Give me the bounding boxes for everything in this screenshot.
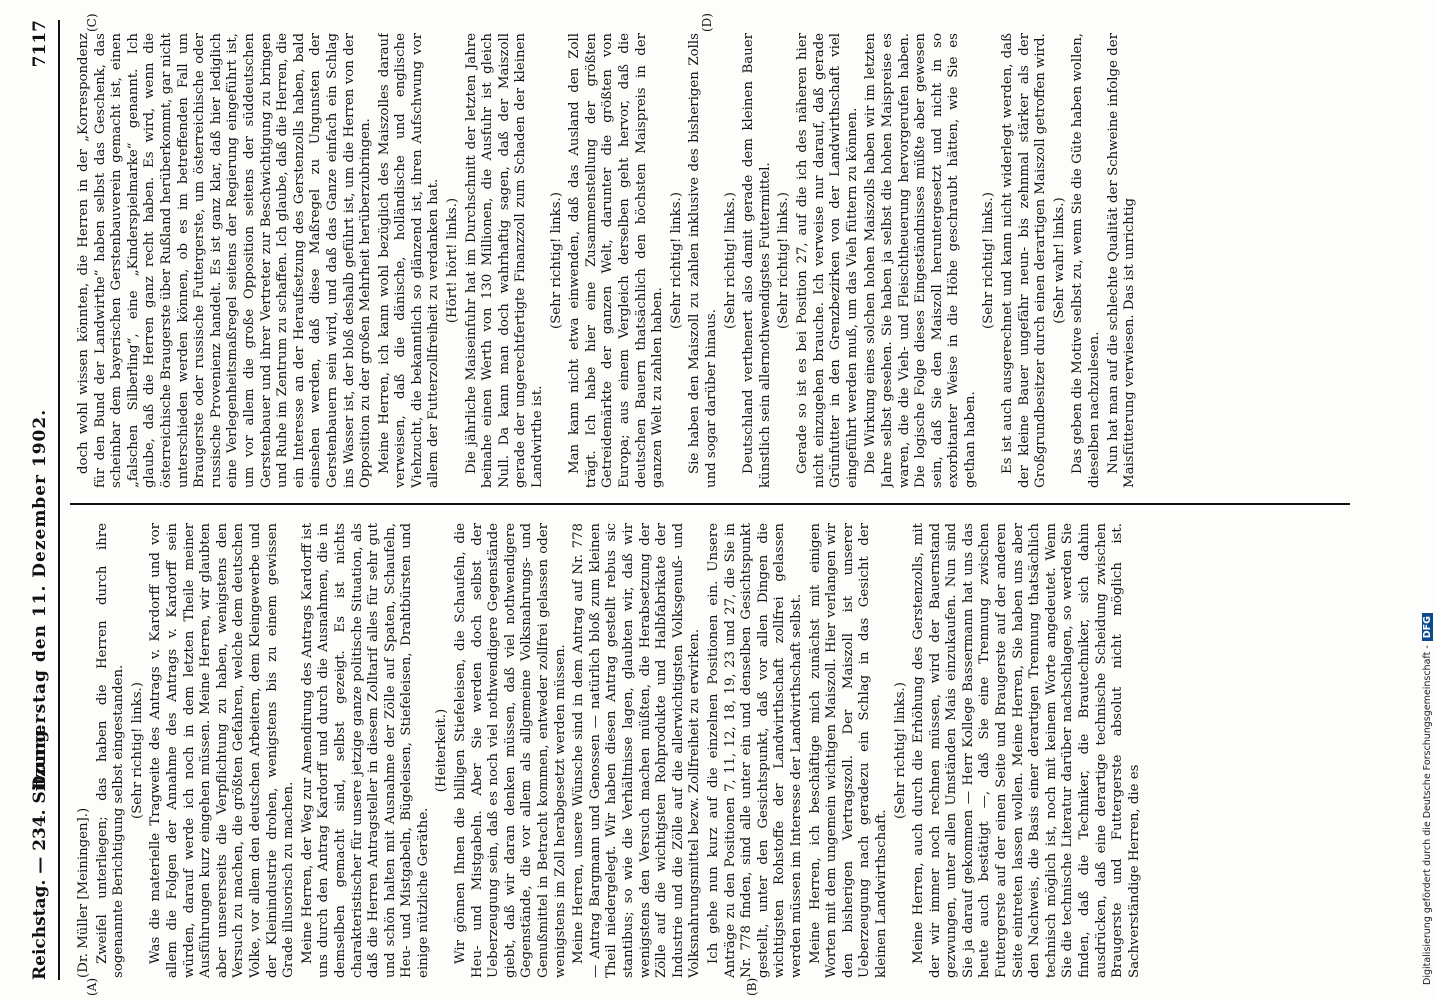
interjection: (Hört! hört! links.) bbox=[445, 197, 461, 324]
header-rule bbox=[58, 20, 60, 980]
header-date: Donnerstag den 11. Dezember 1902. bbox=[30, 408, 50, 790]
paragraph: Das geben die Motive selbst zu, wenn Sie die Güte haben wollen, dieselben nachzulesen. bbox=[1070, 33, 1103, 488]
paragraph: Meine Herren, auch durch die Erhöhung des Gerstenzolls, mit der wir immer noch rechnen müssen, wird der Bauernstand gezwungen, unter allen Umständen Mais einzukaufen. Nun sind Sie ja darauf gekommen — Herr Kollege Bassermann hat uns das heute auch bestätigt —, daß Sie eine Trennung zwischen Futtergerste auf der einen Seite und Braugerste auf der anderen Seite eintreten lassen wollen. Meine Herren, Sie haben uns aber den Nachweis, die Basis einer derartigen Trennung thatsächlich technisch möglich ist, noch mit keinem Worte angedeutet. Wenn Sie die technische Literatur darüber nachschlagen, so werden Sie finden, daß die Techniker, die Brautechniker, sich dahin ausdrücken, daß eine derartige technische Scheidung zwischen Braugerste und Futtergerste absolut nicht möglich ist. Sachverständige Herren, die es bbox=[911, 523, 1142, 978]
paragraph: Die jährliche Maiseinfuhr hat im Durchschnitt der letzten Jahre beinahe einen Werth von 130 Millionen, die Ausfuhr ist gleich Null. Da kann man doch wahrhaftig sagen, daß der Maiszoll gerade der ungerechtfertigte Finanzzoll zum Schaden der kleinen Landwirthe ist. bbox=[463, 33, 546, 488]
interjection: (Sehr richtig! links.) bbox=[722, 192, 738, 329]
column-divider bbox=[70, 503, 1350, 505]
interjection: (Sehr richtig! links.) bbox=[548, 192, 564, 329]
margin-marker-b: (B) bbox=[745, 977, 759, 996]
credit-text: Digitalisierung gefördert durch die Deutsche Forschungsgemeinschaft - bbox=[1422, 645, 1433, 985]
paragraph: Meine Herren, ich beschäftige mich zunächst mit einigen Worten mit dem ungemein wichtigen Maiszoll. Hier verlangen wir den bisherigen Vertragszoll. Der Maiszoll ist unserer Ueberzeugung nach geradezu ein Schlag in das Gesicht der kleinen Landwirthschaft. bbox=[807, 523, 889, 978]
page-number: 7117 bbox=[30, 20, 50, 68]
interjection: (Sehr wahr! links.) bbox=[1051, 197, 1067, 324]
paragraph: Wir gönnen Ihnen die billigen Stiefeleisen, die Schaufeln, die Heu- und Mistgabeln. Aber Sie werden doch selbst der Ueberzeugung sein, daß es noch viel nothwendigere Gegenstände giebt, daß wir daran denken müssen, daß viel nothwendigere Gegenstände, die vor allem als allgemeine Volksnahrungs- und Genußmittel in Betracht kommen, entweder zollfrei gelassen oder wenigstens im Zoll herabgesetzt werden müssen. bbox=[453, 523, 568, 978]
paragraph: Nun hat man auf die schlechte Qualität der Schweine infolge der Maisfütterung verwiesen. Das ist unrichtig bbox=[1105, 33, 1138, 488]
speaker-label: (Dr. Müller [Meiningen].) bbox=[76, 807, 91, 978]
margin-marker-a: (A) bbox=[85, 977, 99, 996]
paragraph: Meine Herren, unsere Wünsche sind in dem Antrag auf Nr. 778 — Antrag Bargmann und Genossen — natürlich bloß zum kleinen Theil niedergelegt. Wir haben diesen Antrag gestellt rebus sic stantibus; so wie die Verhältnisse lagen, glaubten wir, daß wir wenigstens den Versuch machen müßten, die Herabsetzung der Zölle auf die wichtigsten Rohprodukte und Halbfabrikate der Industrie und die Zölle auf die allerwichtigsten Volksgenuß- und Volksnahrungsmittel bezw. Zollfreiheit zu erwirken. bbox=[571, 523, 703, 978]
left-column bbox=[76, 523, 1336, 978]
page-header bbox=[22, 20, 62, 980]
dfg-logo: DFG bbox=[1422, 613, 1433, 641]
paragraph: Die Wirkung eines solchen hohen Maiszolls haben wir im letzten Jahre selbst gesehen. Sie haben ja selbst die hohen Maispreise es waren, die die Vieh- und Fleischtheuerung hervorgerufen haben. Die logische Folge dieses Eingeständnisses müßte aber gewesen sein, daß Sie den Maiszoll heruntergesetzt und nicht in so exorbitanter Weise in die Höhe geschraubt hätten, wie Sie es gethan haben. bbox=[863, 33, 978, 488]
interjection: (Sehr richtig! links.) bbox=[892, 682, 908, 819]
digitization-credit bbox=[1422, 613, 1433, 985]
interjection: (Sehr richtig! links.) bbox=[981, 192, 997, 329]
header-left: Reichstag. — 234. Sitzung. bbox=[30, 724, 50, 980]
paragraph: Zweifel unterliegen; das haben die Herren durch ihre sogenannte Berichtigung selbst eingestanden. bbox=[94, 523, 127, 978]
paragraph: Sie haben den Maiszoll zu zahlen inklusive des bisherigen Zolls und sogar darüber hinaus. bbox=[687, 33, 719, 488]
paragraph: Ich gehe nun kurz auf die einzelnen Positionen ein. Unsere Anträge zu den Positionen 7, 11, 12, 18, 19, 23 und 27, die Sie in Nr. 778 finden, sind alle unter ein und denselben Gesichtspunkt gestellt, unter den Gesichtspunkt, daß vor allen Dingen die wichtigsten Rohstoffe der Landwirthschaft zollfrei gelassen werden müssen im Interesse der Landwirthschaft selbst. bbox=[705, 523, 804, 978]
paragraph: Gerade so ist es bei Position 27, auf die ich des näheren hier nicht einzugehen brauche. Ich verweise nur darauf, daß gerade Grünfutter in den Grenzbezirken von der Landwirthschaft viel eingeführt werden muß, um das Vieh füttern zu können. bbox=[794, 33, 860, 488]
interjection: (Sehr richtig! links.) bbox=[129, 682, 145, 819]
interjection: (Heiterkeit.) bbox=[434, 708, 450, 793]
paragraph: Man kann nicht etwa einwenden, daß das Ausland den Zoll trägt. Ich habe hier eine Zusammenstellung der größten Getreidemärkte der ganzen Welt, darunter die größten von Europa; aus einem Vergleich derselben geht hervor, daß die deutschen Bauern thatsächlich den höchsten Maispreis in der ganzen Welt zu zahlen haben. bbox=[567, 33, 666, 488]
paragraph: Meine Herren, der Weg zur Amendirung des Antrags Kardorff ist uns durch den Antrag Kardorff und durch die Ausnahmen, die in demselben gemacht sind, selbst gezeigt. Es ist nichts charakteristischer für unsere jetzige ganze politische Situation, als daß die Herren Antragsteller in diesem Zolltarif alles für sehr gut und schön halten mit Ausnahme der Zölle auf Spaten, Schaufeln, Heu- und Mistgabeln, Bügeleisen, Stiefeleisen, Drahtbürsten und einige nützliche Geräthe. bbox=[299, 523, 431, 978]
paragraph: doch wohl wissen könnten, die Herren in der „Korrespondenz für den Bund der Landwirthe“ haben selbst das Geschenk, das scheinbar dem bayerischen Gerstenbauverein gemacht ist, einen „falschen Silberling“, eine „Kinderspielmarke“ genannt. Ich glaube, daß die Herren ganz recht haben. Es wird, wenn die österreichische Braugerste über Rußland herüberkommt, gar nicht unterschieden werden können, ob es im betreffenden Fall um Braugerste oder russische Futtergerste, um österreichische oder russische Provenienz handelt. Es ist ganz klar, daß hier lediglich eine Verlegenheitsmaßregel seitens der Regierung eingeführt ist, um vor allem die große Opposition seitens der süddeutschen Gerstenbauer und ihrer Vertreter zur Beschwichtigung zu bringen und Ruhe im Zentrum zu schaffen. Ich glaube, daß die Herren, die ein Interesse an der Heraufsetzung des Gerstenzolls haben, bald einsehen werden, daß diese Maßregel zu Ungunsten der Gerstenbauern sein wird, und daß das Ganze einfach ein Schlag ins Wasser ist, der bloß deshalb geführt ist, um die Herren von der Opposition zu der großen Mehrheit herüberzubringen. bbox=[76, 33, 374, 488]
paragraph: Meine Herren, ich kann wohl bezüglich des Maiszolles darauf verweisen, daß die dänische, holländische und englische Viehzucht, die bekanntlich so glänzend ist, ihren Aufschwung vor allem der Futterzollfreiheit zu verdanken hat. bbox=[376, 33, 442, 488]
margin-marker-c: (C) bbox=[85, 13, 99, 32]
margin-marker-d: (D) bbox=[700, 13, 714, 32]
paragraph: Was die materielle Tragweite des Antrags v. Kardorff und vor allem die Folgen der Annahme des Antrags v. Kardorff sein würden, darauf werde ich noch in dem letzten Theile meiner Ausführungen kurz eingehen müssen. Meine Herren, wir glaubten aber unsererseits die Verpflichtung zu haben, wenigstens den Versuch zu machen, die größten Gefahren, welche dem deutschen Volke, vor allem den deutschen Arbeitern, dem Kleingewerbe und der Kleinindustrie drohen, wenigstens bis zu einem gewissen Grade illusorisch zu machen. bbox=[148, 523, 297, 978]
paragraph: Deutschland verthenert also damit gerade dem kleinen Bauer künstlich sein allernothwendigstes Futtermittel. bbox=[741, 33, 773, 488]
interjection: (Sehr richtig! links.) bbox=[776, 192, 792, 329]
interjection: (Sehr richtig! links.) bbox=[668, 192, 684, 329]
right-column bbox=[76, 33, 1336, 488]
paragraph: Es ist auch ausgerechnet und kann nicht widerlegt werden, daß der kleine Bauer ungefähr neun- bis zehnmal stärker als der Großgrundbesitzer durch einen derartigen Maiszoll getroffen wird. bbox=[1000, 33, 1049, 488]
